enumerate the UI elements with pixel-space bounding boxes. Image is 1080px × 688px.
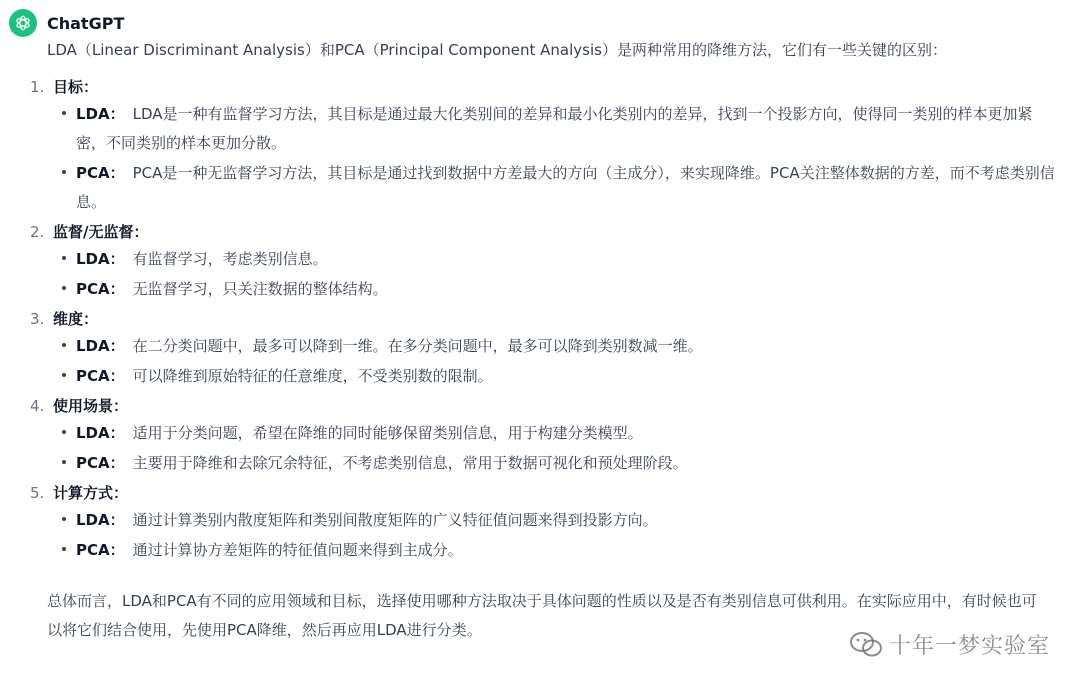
bullet-dot-icon — [62, 517, 66, 521]
message-header — [9, 9, 124, 37]
section-item — [30, 394, 1062, 478]
bullet-item — [76, 245, 1062, 274]
bullet-item — [76, 275, 1062, 304]
author-name: ChatGPT — [47, 13, 125, 33]
wechat-icon — [849, 631, 883, 659]
section-number: 2. — [30, 223, 45, 241]
bullet-label: PCA： — [76, 367, 125, 385]
bullet-item — [76, 159, 1062, 217]
section-number: 3. — [30, 310, 45, 328]
openai-logo-icon — [14, 14, 32, 32]
section-title: 目标： — [53, 78, 99, 96]
bullet-text: 适用于分类问题，希望在降维的同时能够保留类别信息，用于构建分类模型。 — [132, 424, 643, 442]
bullet-item — [76, 536, 1062, 565]
bullet-item — [76, 506, 1062, 535]
section-title: 计算方式： — [53, 484, 129, 502]
section-item — [30, 307, 1062, 391]
bullet-dot-icon — [62, 547, 66, 551]
comparison-list — [30, 75, 1062, 565]
bullet-dot-icon — [62, 343, 66, 347]
bullet-text: 有监督学习，考虑类别信息。 — [132, 250, 328, 268]
watermark-text: 十年一梦实验室 — [888, 634, 1050, 659]
bullet-label: LDA： — [76, 250, 125, 268]
section-number: 1. — [30, 78, 45, 96]
bullet-item — [76, 100, 1062, 158]
bullet-text: PCA是一种无监督学习方法，其目标是通过找到数据中方差最大的方向（主成分），来实现降维。PCA关注整体数据的方差，而不考虑类别信息。 — [76, 164, 1055, 211]
bullet-dot-icon — [62, 460, 66, 464]
bullet-list — [53, 419, 1062, 478]
bullet-dot-icon — [62, 286, 66, 290]
bullet-text: 主要用于降维和去除冗余特征，不考虑类别信息，常用于数据可视化和预处理阶段。 — [132, 454, 688, 472]
section-title: 监督/无监督： — [53, 223, 149, 241]
bullet-item — [76, 449, 1062, 478]
bullet-list — [53, 506, 1062, 565]
section-item — [30, 220, 1062, 304]
bullet-text: LDA是一种有监督学习方法，其目标是通过最大化类别间的差异和最小化类别内的差异，找到一个投影方向，使得同一类别的样本更加紧密，不同类别的样本更加分散。 — [76, 105, 1033, 152]
section-item — [30, 481, 1062, 565]
section-number: 4. — [30, 397, 45, 415]
bullet-label: PCA： — [76, 164, 125, 182]
chatgpt-avatar — [9, 9, 37, 37]
bullet-label: LDA： — [76, 105, 125, 123]
section-title: 维度： — [53, 310, 99, 328]
bullet-text: 通过计算协方差矩阵的特征值问题来得到主成分。 — [132, 541, 463, 559]
watermark — [849, 629, 1050, 660]
section-number: 5. — [30, 484, 45, 502]
bullet-label: LDA： — [76, 337, 125, 355]
bullet-dot-icon — [62, 256, 66, 260]
bullet-label: LDA： — [76, 511, 125, 529]
bullet-list — [53, 100, 1062, 217]
intro-paragraph: LDA（Linear Discriminant Analysis）和PCA（Principal Component Analysis）是两种常用的降维方法，它们有一些关键的区别： — [47, 41, 947, 59]
bullet-dot-icon — [62, 430, 66, 434]
bullet-dot-icon — [62, 170, 66, 174]
bullet-dot-icon — [62, 111, 66, 115]
bullet-text: 通过计算类别内散度矩阵和类别间散度矩阵的广义特征值问题来得到投影方向。 — [132, 511, 658, 529]
bullet-list — [53, 245, 1062, 304]
bullet-label: PCA： — [76, 280, 125, 298]
section-item — [30, 75, 1062, 217]
bullet-dot-icon — [62, 373, 66, 377]
bullet-label: PCA： — [76, 454, 125, 472]
bullet-item — [76, 362, 1062, 391]
bullet-text: 无监督学习，只关注数据的整体结构。 — [132, 280, 388, 298]
section-title: 使用场景： — [53, 397, 129, 415]
message-body — [30, 38, 1062, 645]
bullet-text: 可以降维到原始特征的任意维度，不受类别数的限制。 — [132, 367, 493, 385]
bullet-label: LDA： — [76, 424, 125, 442]
bullet-label: PCA： — [76, 541, 125, 559]
bullet-list — [53, 332, 1062, 391]
bullet-item — [76, 332, 1062, 361]
summary-paragraph: 总体而言，LDA和PCA有不同的应用领域和目标，选择使用哪种方法取决于具体问题的性质以及是否有类别信息可供利用。在实际应用中，有时候也可以将它们结合使用，先使用PCA降维，然后再应用LDA进行分类。 — [47, 592, 1037, 639]
bullet-item — [76, 419, 1062, 448]
bullet-text: 在二分类问题中，最多可以降到一维。在多分类问题中，最多可以降到类别数减一维。 — [132, 337, 703, 355]
